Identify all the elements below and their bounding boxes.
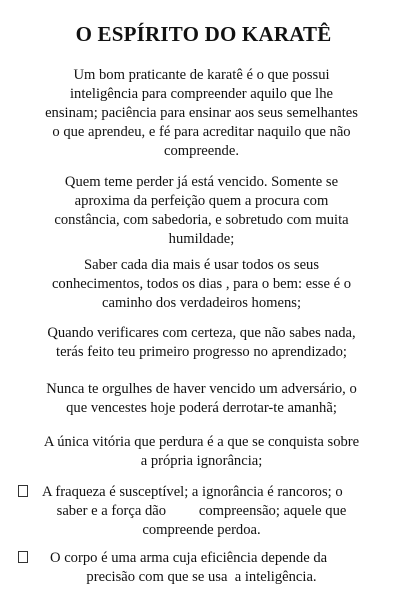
bullet-paragraph-fraqueza bbox=[8, 483, 395, 540]
text-line: Nunca te orgulhes de haver vencido um adversário, o bbox=[46, 381, 357, 397]
text-line: aproxima da perfeição quem a procura com bbox=[74, 193, 329, 209]
text-line bbox=[8, 549, 395, 568]
bullet-paragraph-corpo bbox=[8, 549, 395, 587]
text-line-content: O corpo é uma arma cuja eficiência depende da bbox=[50, 550, 328, 566]
unrendered-glyph-box-icon bbox=[18, 551, 28, 563]
text-line: terás feito teu primeiro progresso no aprendizado; bbox=[56, 344, 347, 360]
text-line: inteligência para compreender aquilo que lhe bbox=[70, 86, 333, 102]
text-line: compreende perdoa. bbox=[142, 522, 261, 538]
text-line bbox=[8, 483, 395, 502]
text-line: precisão com que se usa a inteligência. bbox=[86, 569, 317, 585]
paragraph-saber-cada-dia bbox=[12, 256, 391, 313]
document-title: O ESPÍRITO DO KARATÊ bbox=[75, 22, 332, 46]
paragraph-nunca-te-orgulhes bbox=[12, 380, 391, 418]
text-line: Saber cada dia mais é usar todos os seus bbox=[83, 257, 320, 273]
text-line: Quando verificares com certeza, que não sabes nada, bbox=[47, 325, 356, 341]
text-line: humildade; bbox=[168, 231, 235, 247]
text-line: ensinam; paciência para ensinar aos seus semelhantes bbox=[45, 105, 358, 121]
text-line: Um bom praticante de karatê é o que possui bbox=[73, 67, 330, 83]
text-line: saber e a força dão compreensão; aquele que bbox=[56, 503, 347, 519]
text-line: que vencestes hoje poderá derrotar-te amanhã; bbox=[66, 400, 337, 416]
text-line: caminho dos verdadeiros homens; bbox=[102, 295, 301, 311]
text-line: Quem teme perder já está vencido. Somente se bbox=[64, 174, 339, 190]
text-line: conhecimentos, todos os dias , para o bem: esse é o bbox=[51, 276, 352, 292]
paragraph-praticante bbox=[12, 66, 391, 161]
text-line: A única vitória que perdura é a que se conquista sobre bbox=[43, 434, 360, 450]
paragraph-teme-perder bbox=[12, 173, 391, 249]
text-line-content: A fraqueza é susceptível; a ignorância é rancoros; o bbox=[42, 484, 343, 500]
text-line: o que aprendeu, e fé para acreditar naquilo que não bbox=[52, 124, 351, 140]
text-line: compreende. bbox=[164, 143, 239, 159]
paragraph-quando-verificares bbox=[12, 324, 391, 362]
unrendered-glyph-box-icon bbox=[18, 485, 28, 497]
text-line: a própria ignorância; bbox=[140, 453, 263, 469]
text-line: constância, com sabedoria, e sobretudo com muita bbox=[54, 212, 349, 228]
paragraph-unica-vitoria bbox=[12, 433, 391, 471]
